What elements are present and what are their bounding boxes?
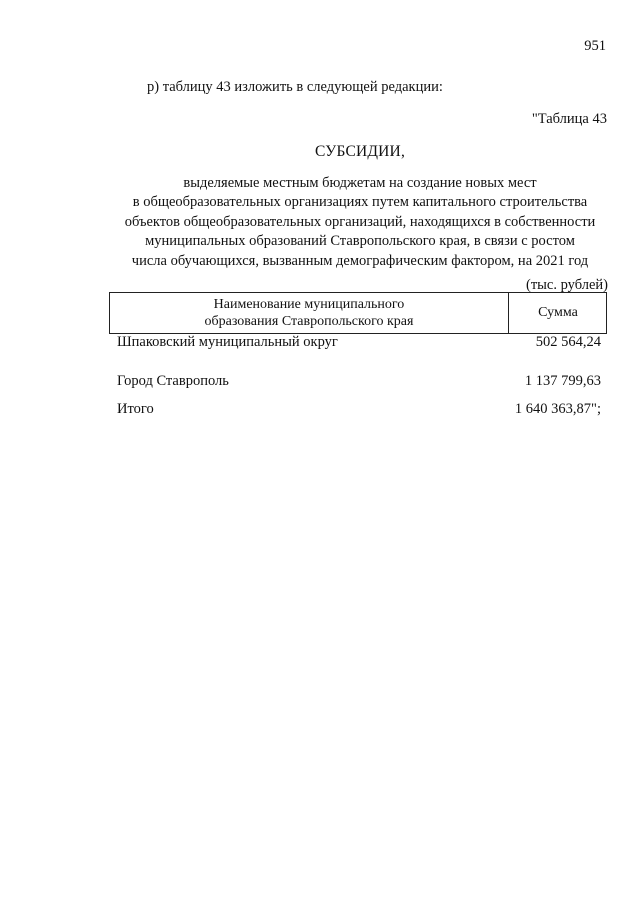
row-amount: 1 640 363,87"; — [514, 401, 601, 417]
units-label: (тыс. рублей) — [526, 277, 608, 293]
table-row — [117, 334, 601, 352]
row-amount: 502 564,24 — [535, 334, 601, 350]
row-name: Итого — [117, 401, 154, 417]
row-amount: 1 137 799,63 — [524, 373, 601, 389]
page-number: 951 — [584, 38, 606, 54]
subtitle-line: муниципальных образований Ставропольского края, в связи с ростом — [145, 233, 575, 250]
table-row — [117, 373, 601, 391]
table-label: "Таблица 43 — [531, 111, 607, 127]
subtitle-line: числа обучающихся, вызванным демографическим фактором, на 2021 год — [131, 252, 589, 269]
header-name-line: образования Ставропольского края — [204, 314, 414, 329]
subtitle-line: выделяемые местным бюджетам на создание новых мест — [183, 175, 537, 191]
table-total-row — [117, 401, 601, 419]
header-name-cell — [110, 296, 508, 330]
header-sum-cell: Сумма — [538, 305, 578, 320]
document-title: СУБСИДИИ, — [314, 143, 406, 160]
subtitle-line: в общеобразовательных организациях путем капитального строительства — [132, 194, 588, 211]
table-header — [109, 292, 607, 334]
header-name-line: Наименование муниципального — [213, 297, 405, 312]
row-name: Город Ставрополь — [117, 373, 229, 389]
document-subtitle — [100, 174, 620, 271]
row-name: Шпаковский муниципальный округ — [117, 334, 338, 350]
subtitle-line: объектов общеобразовательных организаций, находящихся в собственности — [124, 213, 596, 230]
instruction-text: р) таблицу 43 изложить в следующей редакции: — [147, 79, 443, 95]
